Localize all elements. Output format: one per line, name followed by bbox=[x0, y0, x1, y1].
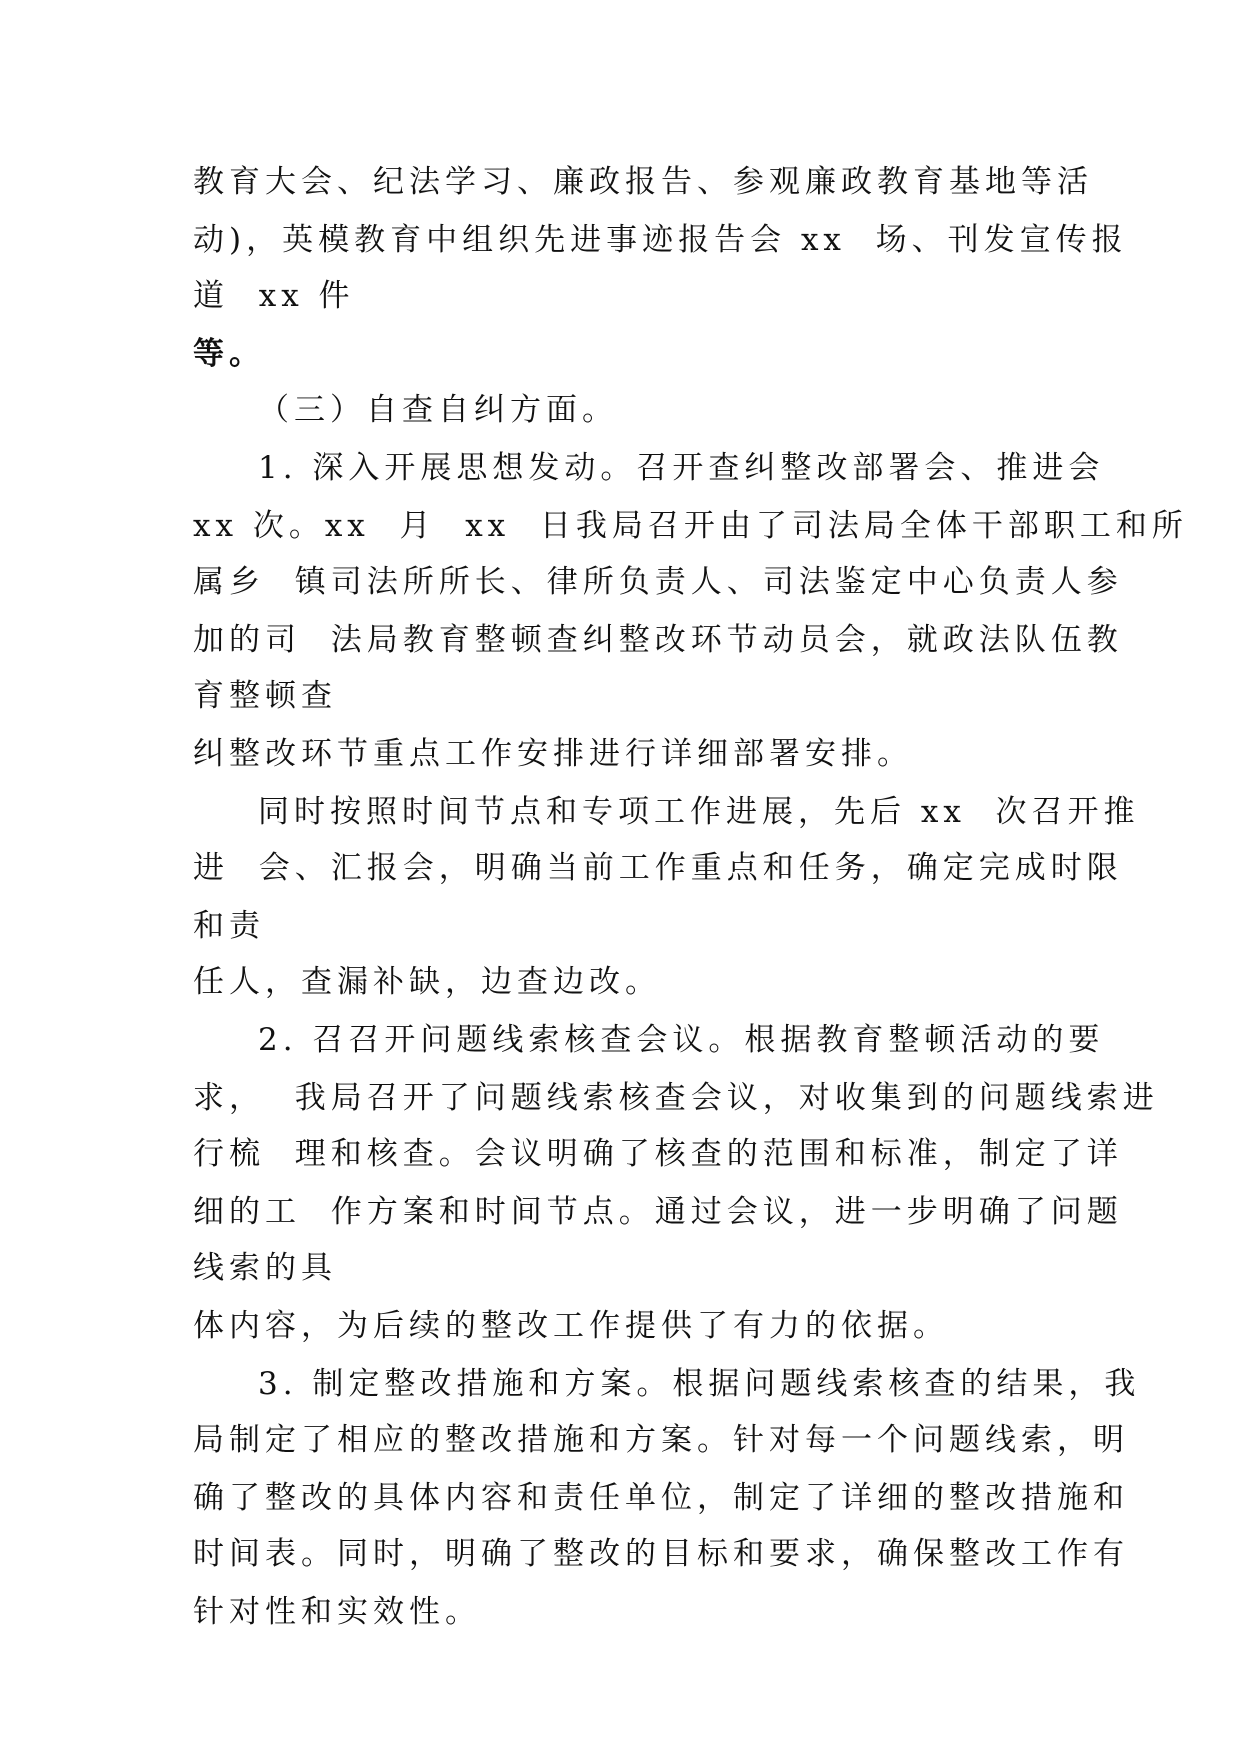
body-line-2: 动)，英模教育中组织先进事迹报告会 xx 场、刊发宣传报 bbox=[193, 222, 1128, 258]
paragraph-line-2: 进 会、汇报会，明确当前工作重点和任务，确定完成时限 bbox=[193, 850, 1123, 886]
item-3-line-4: 时间表。同时，明确了整改的目标和要求，确保整改工作有 bbox=[193, 1536, 1129, 1572]
item-1-line-5: 育整顿查 bbox=[193, 678, 337, 714]
body-line-3: 道 xx 件 bbox=[193, 278, 355, 314]
item-3-line-3: 确了整改的具体内容和责任单位，制定了详细的整改措施和 bbox=[193, 1480, 1129, 1516]
item-1-line-3: 属乡 镇司法所所长、律所负责人、司法鉴定中心负责人参 bbox=[193, 564, 1123, 600]
item-1-line-6: 纠整改环节重点工作安排进行详细部署安排。 bbox=[193, 736, 913, 772]
item-3-line-1: 3. 制定整改措施和方案。根据问题线索核查的结果，我 bbox=[258, 1366, 1141, 1402]
section-heading: （三）自查自纠方面。 bbox=[258, 392, 618, 428]
item-2-line-2: 求， 我局召开了问题线索核查会议，对收集到的问题线索进 bbox=[193, 1080, 1159, 1116]
item-1-line-2: xx 次。xx 月 xx 日我局召开由了司法局全体干部职工和所 bbox=[193, 508, 1188, 544]
item-2-line-3: 行梳 理和核查。会议明确了核查的范围和标准，制定了详 bbox=[193, 1136, 1123, 1172]
body-line-4: 等。 bbox=[193, 336, 265, 372]
item-2-line-5: 线索的具 bbox=[193, 1250, 337, 1286]
paragraph-line-1: 同时按照时间节点和专项工作进展，先后 xx 次召开推 bbox=[258, 794, 1140, 830]
item-2-line-6: 体内容，为后续的整改工作提供了有力的依据。 bbox=[193, 1308, 949, 1344]
paragraph-line-3: 和责 bbox=[193, 908, 265, 944]
item-2-line-1: 2. 召召开问题线索核查会议。根据教育整顿活动的要 bbox=[258, 1022, 1105, 1058]
item-2-line-4: 细的工 作方案和时间节点。通过会议，进一步明确了问题 bbox=[193, 1194, 1123, 1230]
item-1-line-4: 加的司 法局教育整顿查纠整改环节动员会，就政法队伍教 bbox=[193, 622, 1123, 658]
item-1-line-1: 1. 深入开展思想发动。召开查纠整改部署会、推进会 bbox=[258, 450, 1105, 486]
paragraph-line-4: 任人，查漏补缺，边查边改。 bbox=[193, 964, 661, 1000]
body-line-1: 教育大会、纪法学习、廉政报告、参观廉政教育基地等活 bbox=[193, 164, 1093, 200]
item-3-line-2: 局制定了相应的整改措施和方案。针对每一个问题线索，明 bbox=[193, 1422, 1129, 1458]
item-3-line-5: 针对性和实效性。 bbox=[193, 1594, 481, 1630]
